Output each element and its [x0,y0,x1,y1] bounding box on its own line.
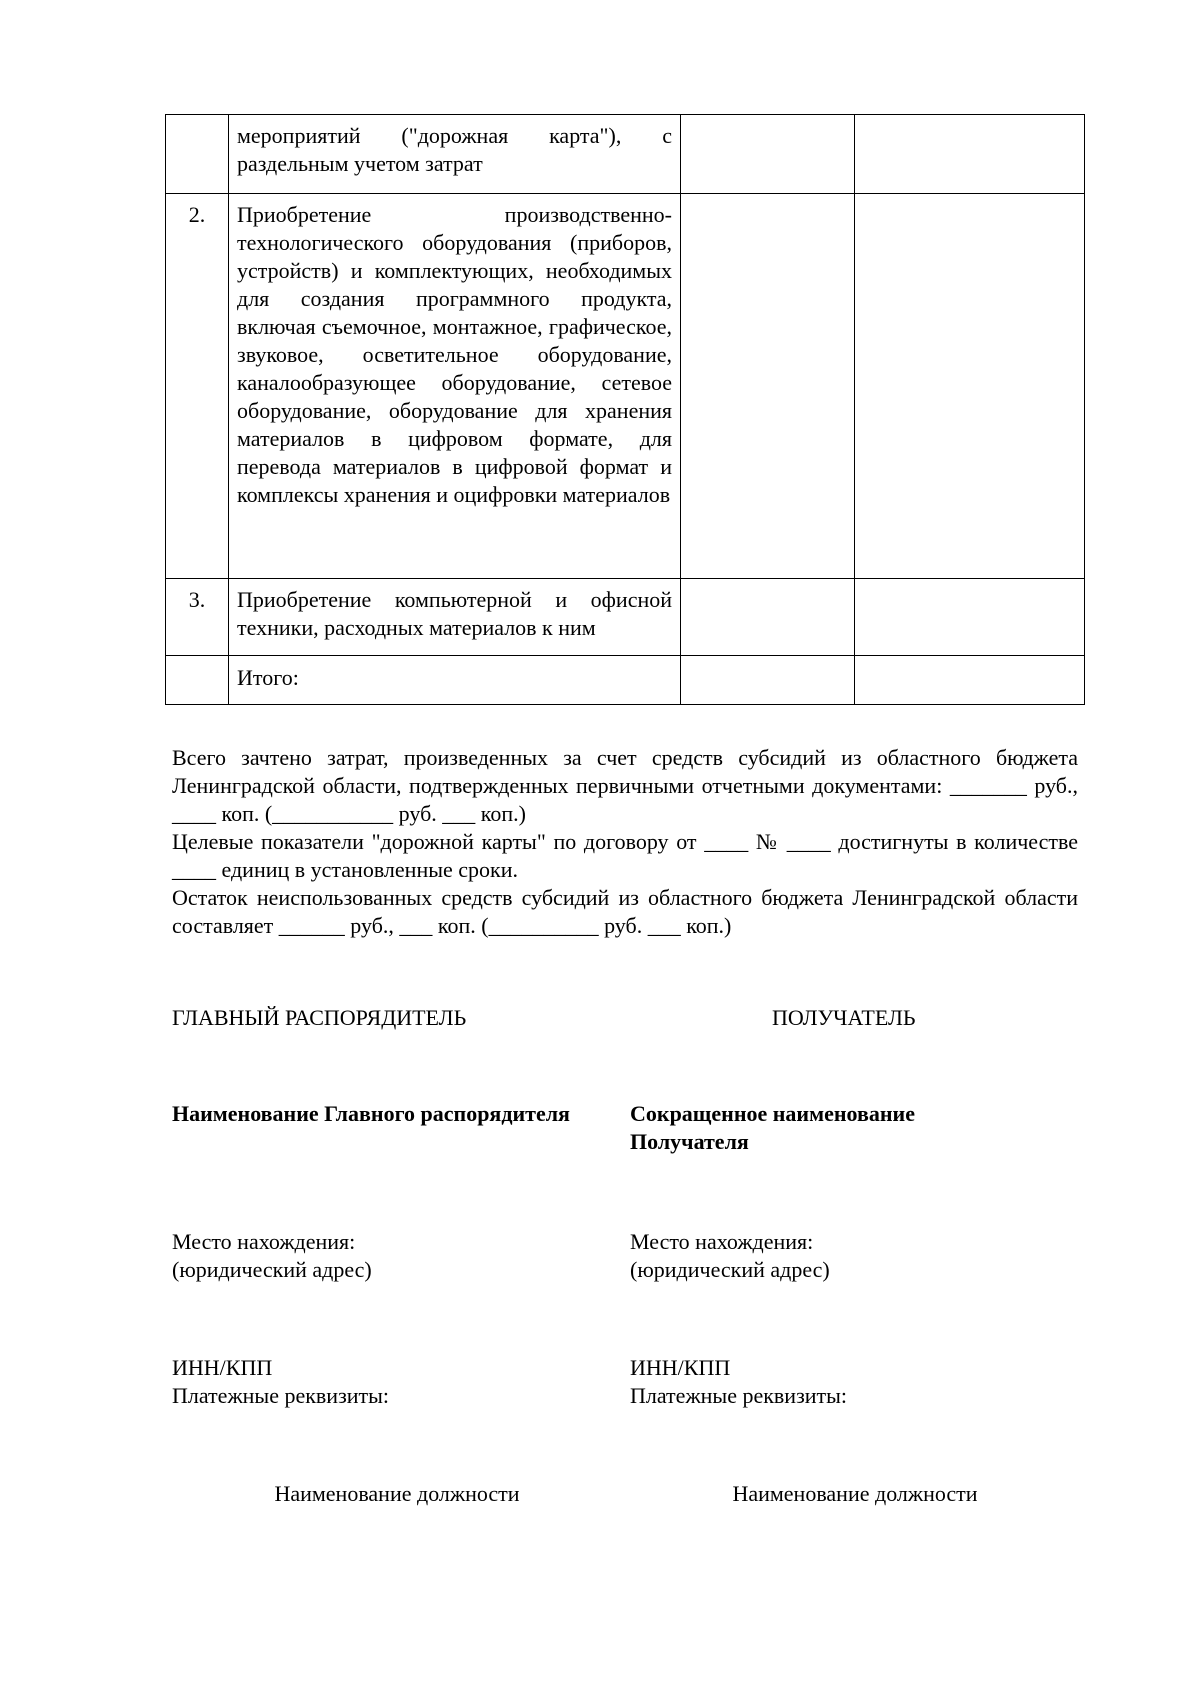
right-location [630,1228,830,1284]
right-name-line1: Сокращенное наименование [630,1101,915,1126]
right-location-note: (юридический адрес) [630,1257,830,1282]
right-position: Наименование должности [732,1481,978,1506]
right-location-label: Место нахождения: [630,1229,814,1254]
row-number [166,656,229,705]
row-description: мероприятий ("дорожная карта"), с раздельным учетом затрат [229,115,681,194]
right-requisites [630,1354,847,1410]
summary-remainder: Остаток неиспользованных средств субсидий из областного бюджета Ленинградской области составляет ______ руб., ___ коп. (__________ руб. ___ коп.) [172,885,1078,938]
left-requisites [172,1354,389,1410]
table-row [166,579,1085,656]
left-position: Наименование должности [274,1481,520,1506]
summary-section [172,744,1078,940]
right-heading: ПОЛУЧАТЕЛЬ [772,1005,916,1030]
row-cell-4 [855,579,1085,656]
left-location-label: Место нахождения: [172,1229,356,1254]
row-number: 3. [166,579,229,656]
row-description: Итого: [229,656,681,705]
right-name-line2: Получателя [630,1129,749,1154]
right-name [630,1100,1050,1156]
row-cell-3 [681,579,855,656]
row-cell-4 [855,656,1085,705]
row-number: 2. [166,194,229,579]
right-inn: ИНН/КПП [630,1355,731,1380]
row-cell-3 [681,194,855,579]
left-heading: ГЛАВНЫЙ РАСПОРЯДИТЕЛЬ [172,1005,467,1030]
row-description: Приобретение компьютерной и офисной техники, расходных материалов к ним [229,579,681,656]
summary-costs: Всего зачтено затрат, произведенных за счет средств субсидий из областного бюджета Ленинградской области, подтвержденных первичными отчетными документами: _______ руб., ____ коп. (___________ руб. ___ коп.) [172,745,1078,826]
left-name: Наименование Главного распорядителя [172,1101,570,1126]
right-payment: Платежные реквизиты: [630,1383,848,1408]
expenses-table [165,114,1085,705]
row-cell-4 [855,115,1085,194]
left-location [172,1228,372,1284]
table-row [166,115,1085,194]
left-inn: ИНН/КПП [172,1355,273,1380]
table-row [166,194,1085,579]
left-payment: Платежные реквизиты: [172,1383,390,1408]
row-number [166,115,229,194]
row-cell-3 [681,656,855,705]
row-description: Приобретение производственно-технологического оборудования (приборов, устройств) и комплектующих, необходимых для создания программного продукта, включая съемочное, монтажное, графическое, звуковое, осветительное оборудование, каналообразующее оборудование, сетевое оборудование, оборудование для хранения материалов в цифровом формате, для перевода материалов в цифровой формат и комплексы хранения и оцифровки материалов [229,194,681,579]
row-cell-3 [681,115,855,194]
summary-indicators: Целевые показатели "дорожной карты" по договору от ____ № ____ достигнуты в количестве ____ единиц в установленные сроки. [172,829,1078,882]
left-location-note: (юридический адрес) [172,1257,372,1282]
table-row-total [166,656,1085,705]
row-cell-4 [855,194,1085,579]
